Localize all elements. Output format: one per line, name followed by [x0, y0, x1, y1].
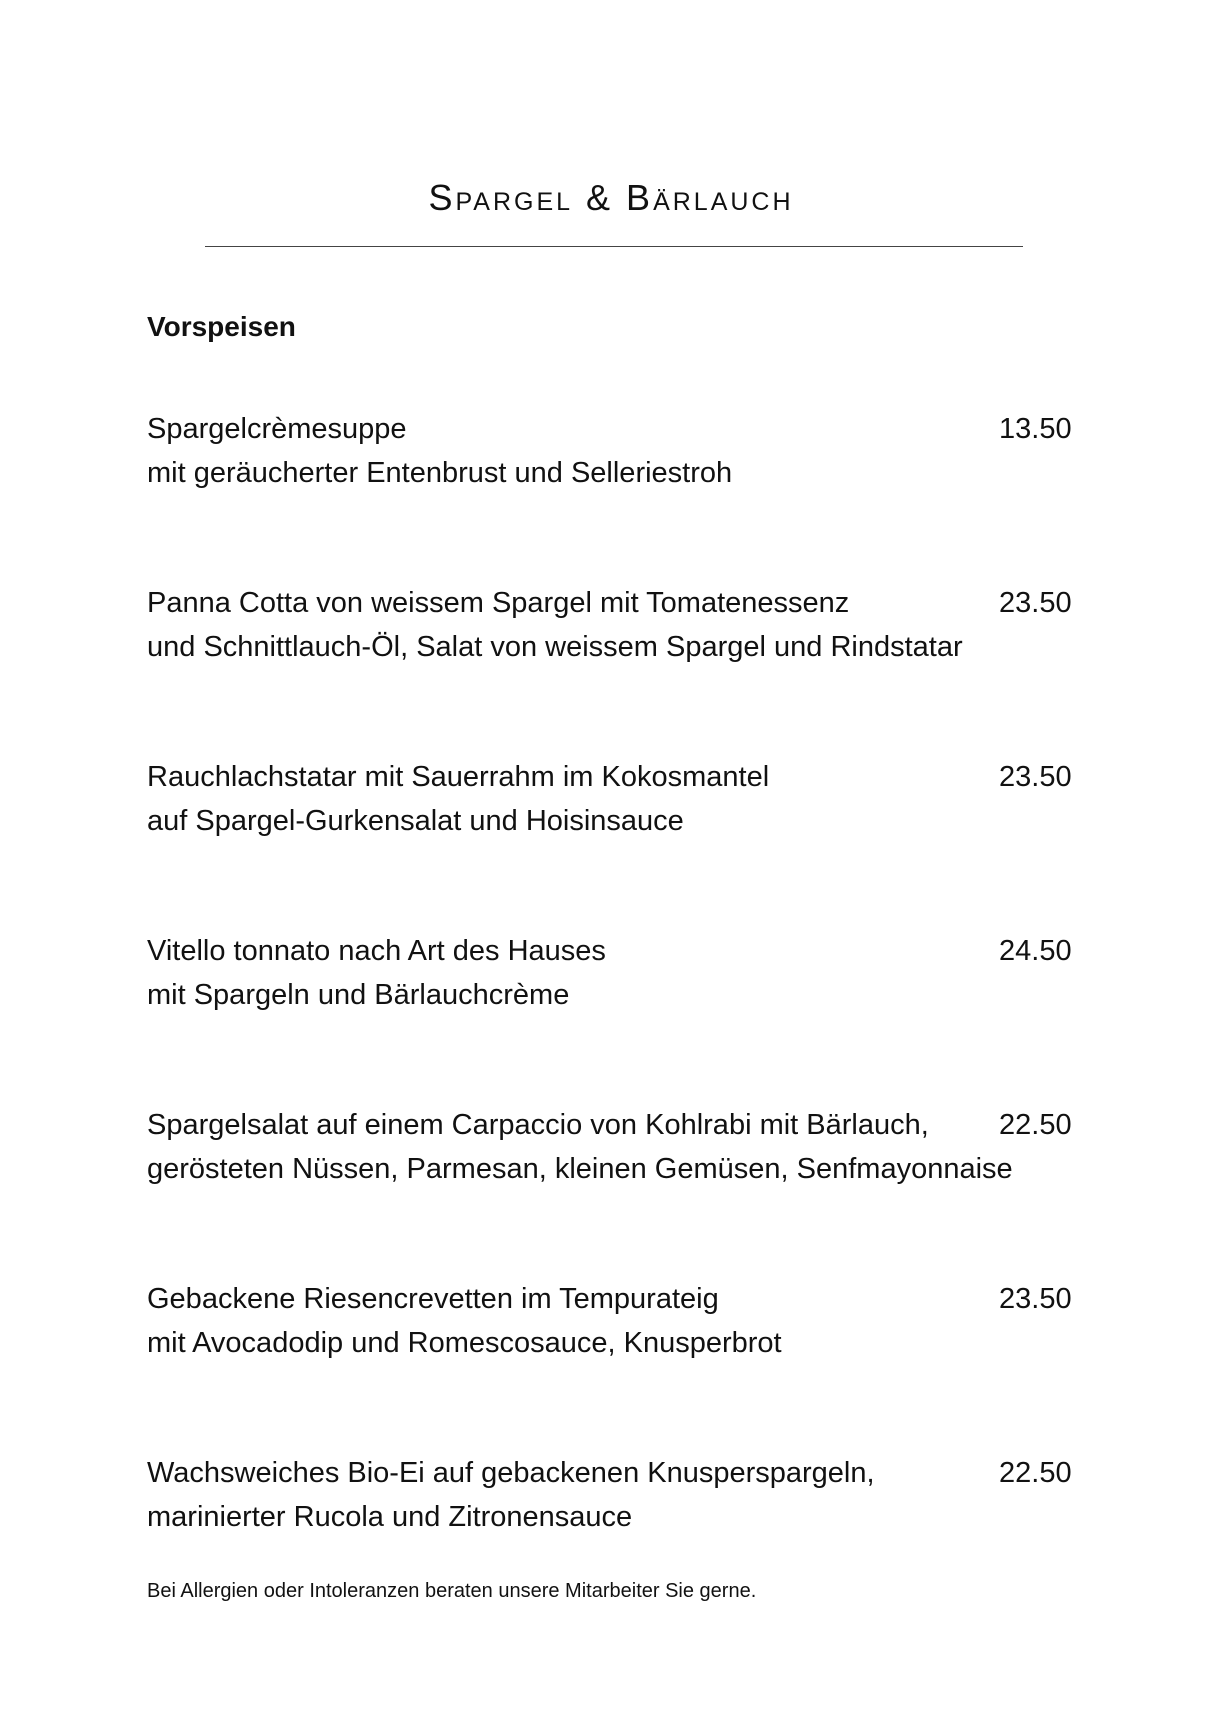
menu-item-price: 24.50: [999, 935, 1072, 967]
menu-item-price: 23.50: [999, 1283, 1072, 1315]
menu-item-description: mit geräucherter Entenbrust und Selleriestroh: [147, 457, 733, 489]
menu-item: [147, 929, 1077, 1017]
menu-item-name: Spargelsalat auf einem Carpaccio von Kohlrabi mit Bärlauch,: [147, 1109, 929, 1141]
menu-item: [147, 1277, 1077, 1365]
menu-item-price: 22.50: [999, 1109, 1072, 1141]
menu-item-price: 23.50: [999, 761, 1072, 793]
menu-title: Spargel & Bärlauch: [428, 177, 794, 218]
menu-item-description: marinierter Rucola und Zitronensauce: [147, 1501, 633, 1533]
section-heading: Vorspeisen: [147, 311, 296, 342]
menu-item: [147, 1103, 1077, 1191]
menu-item-description: und Schnittlauch-Öl, Salat von weissem Spargel und Rindstatar: [147, 631, 963, 663]
menu-item: [147, 407, 1077, 495]
menu-item-price: 13.50: [999, 413, 1072, 445]
menu-item: [147, 755, 1077, 843]
menu-item-name: Spargelcrèmesuppe: [147, 413, 407, 445]
menu-item-name: Panna Cotta von weissem Spargel mit Tomatenessenz: [147, 587, 850, 619]
title-divider: [205, 246, 1023, 247]
menu-item-price: 22.50: [999, 1457, 1072, 1489]
menu-item: [147, 581, 1077, 669]
menu-item-description: mit Spargeln und Bärlauchcrème: [147, 979, 570, 1011]
menu-item-description: auf Spargel-Gurkensalat und Hoisinsauce: [147, 805, 684, 837]
menu-item: [147, 1451, 1077, 1539]
allergy-note: Bei Allergien oder Intoleranzen beraten unsere Mitarbeiter Sie gerne.: [147, 1580, 757, 1602]
menu-item-description: mit Avocadodip und Romescosauce, Knusperbrot: [147, 1327, 782, 1359]
menu-item-name: Rauchlachstatar mit Sauerrahm im Kokosmantel: [147, 761, 770, 793]
menu-item-name: Wachsweiches Bio-Ei auf gebackenen Knusperspargeln,: [147, 1457, 875, 1489]
menu-item-description: gerösteten Nüssen, Parmesan, kleinen Gemüsen, Senfmayonnaise: [147, 1153, 1013, 1185]
menu-item-name: Vitello tonnato nach Art des Hauses: [147, 935, 606, 967]
menu-item-price: 23.50: [999, 587, 1072, 619]
menu-item-name: Gebackene Riesencrevetten im Tempurateig: [147, 1283, 719, 1315]
